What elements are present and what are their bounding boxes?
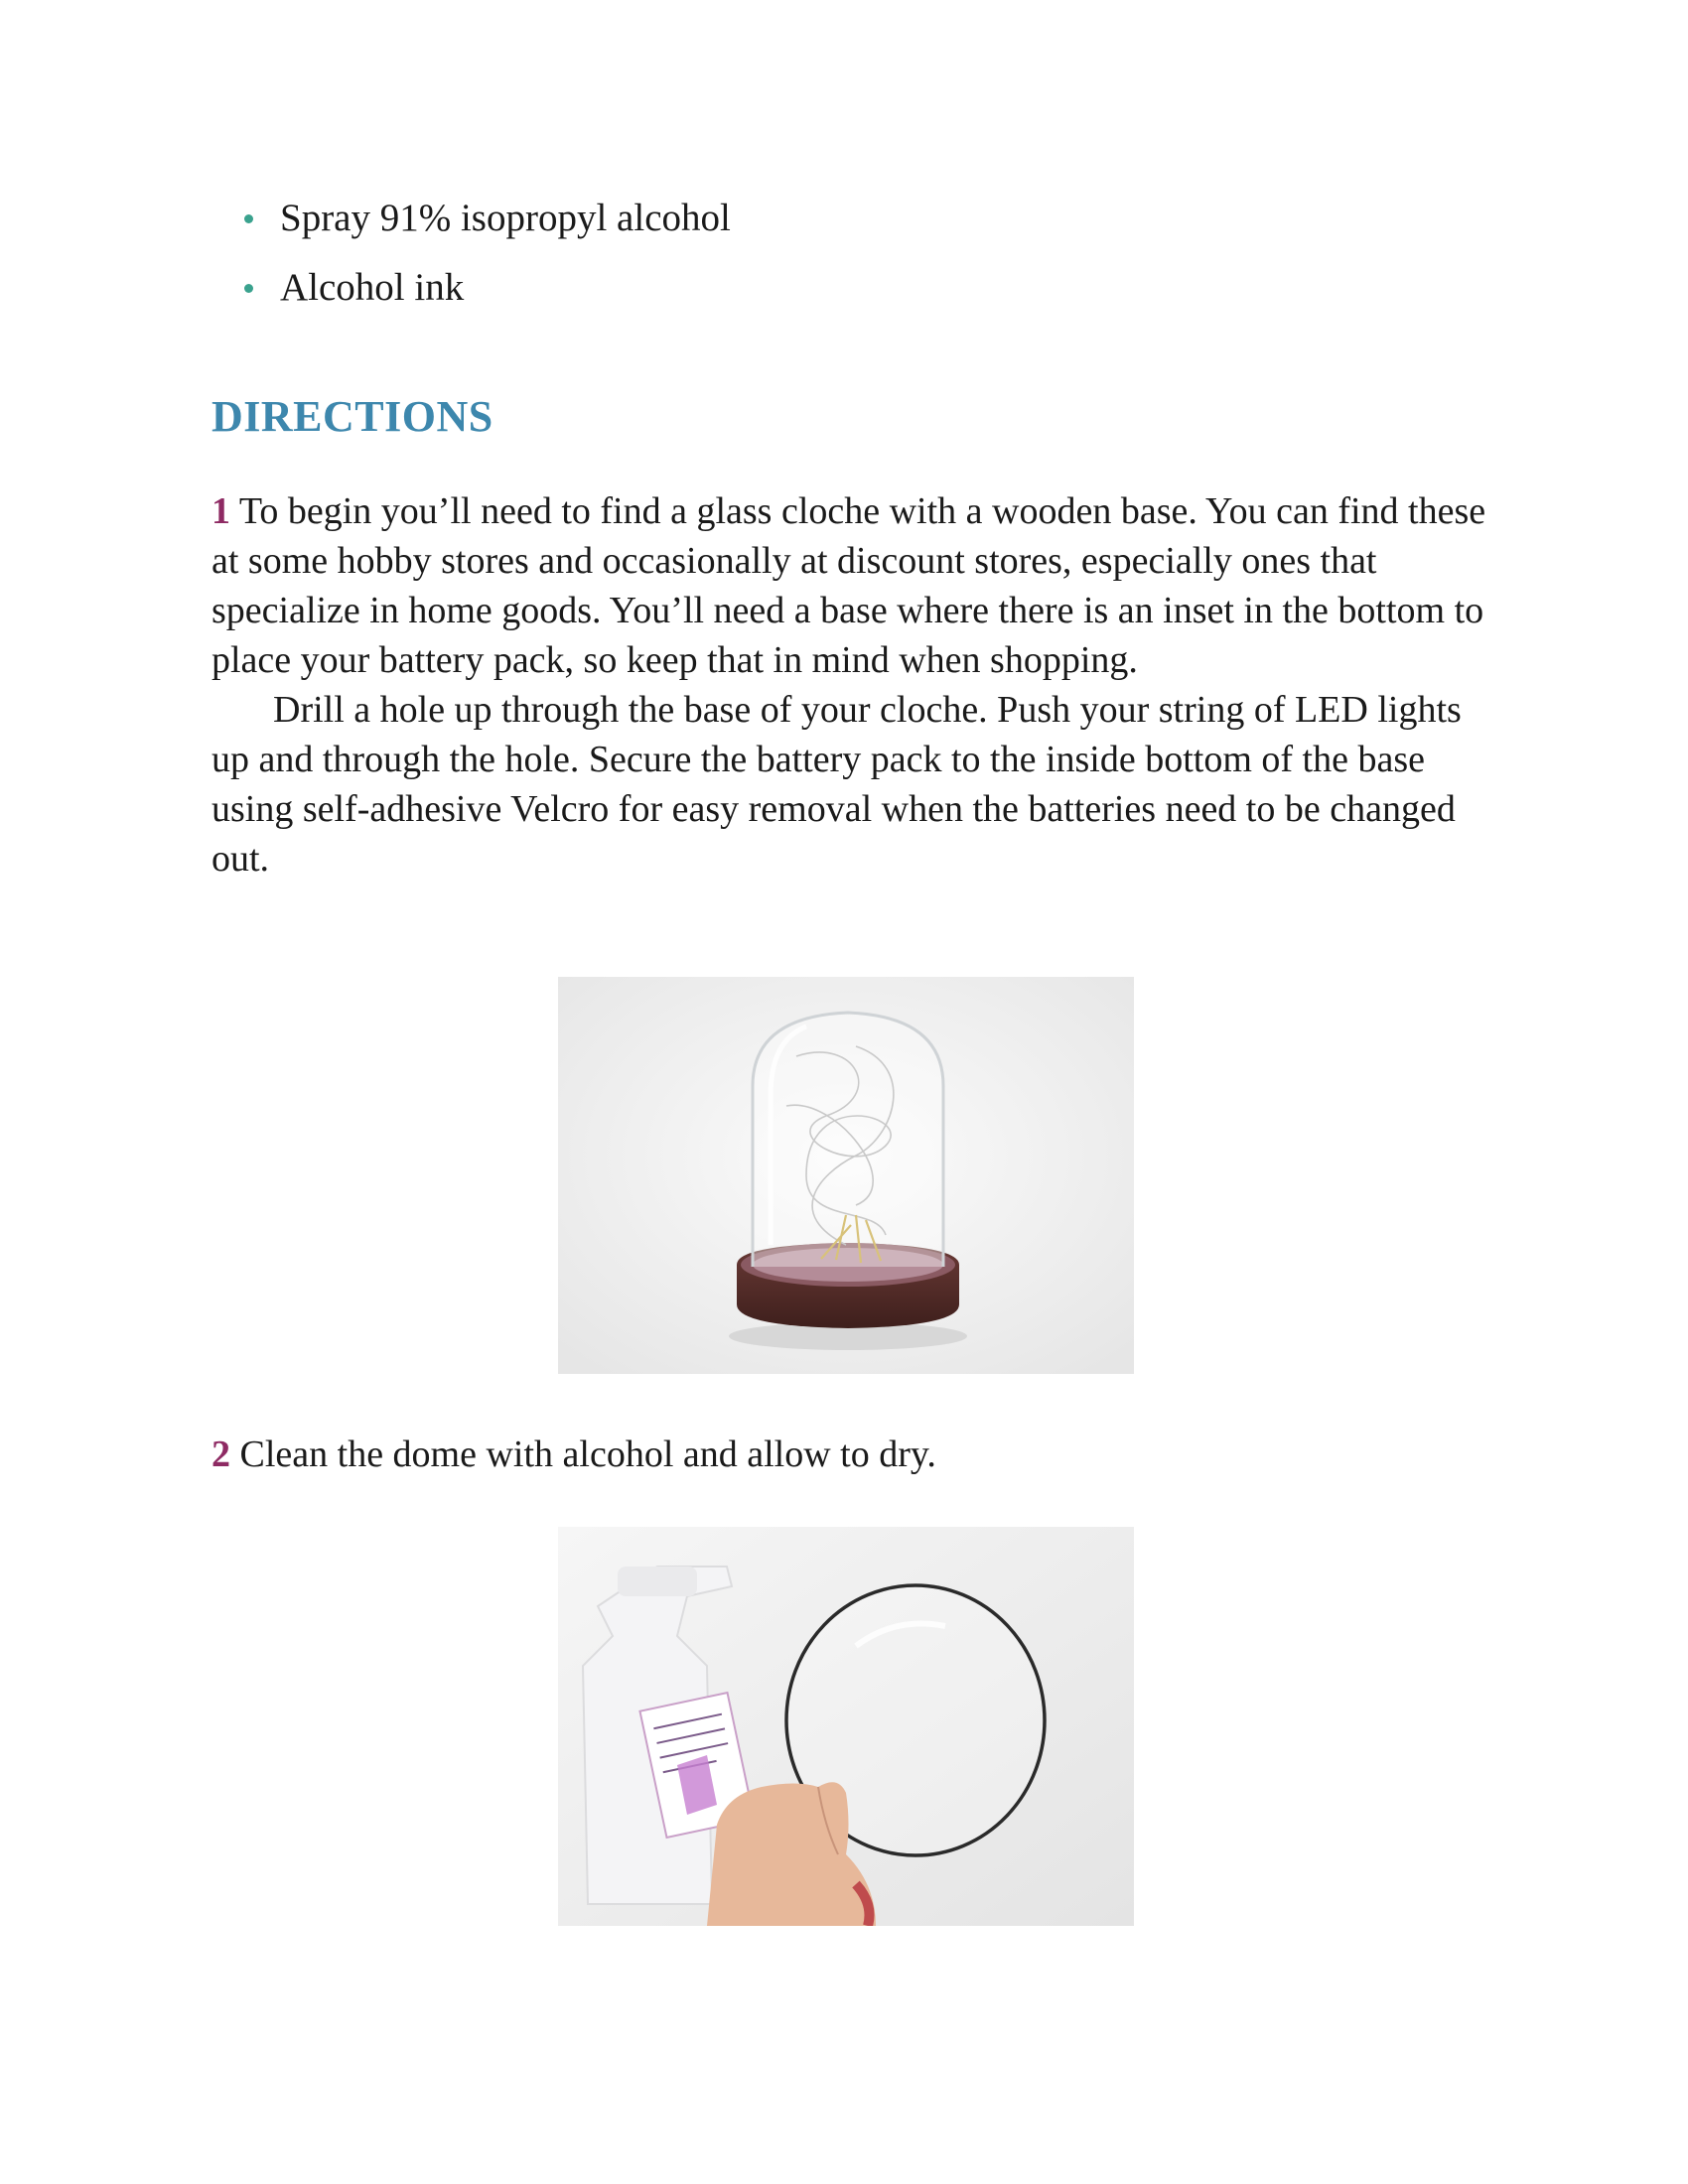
list-item (244, 195, 731, 264)
list-item (244, 264, 731, 334)
step-number: 2 (211, 1433, 230, 1475)
step-text-continued: Drill a hole up through the base of your cloche. Push your string of LED lights up and through the hole. Secure the battery pack to the inside bottom of the base using self-adhesive Velcro for easy removal when the batteries need to be changed out. (211, 689, 1462, 880)
step-2-paragraph (211, 1430, 1492, 1479)
step-number: 1 (211, 490, 230, 532)
spray-bottle-and-dome-image (558, 1527, 1134, 1926)
cloche-photo (558, 977, 1134, 1374)
cloche-with-lights-image (558, 977, 1134, 1374)
bullet-dot-icon (244, 214, 253, 223)
list-item-text: Alcohol ink (280, 266, 465, 309)
materials-list (244, 195, 731, 334)
bullet-dot-icon (244, 284, 253, 293)
step-text: Clean the dome with alcohol and allow to dry. (239, 1433, 936, 1475)
step-1-paragraph (211, 486, 1492, 884)
section-heading: DIRECTIONS (211, 392, 493, 441)
step-text: To begin you’ll need to find a glass cloche with a wooden base. You can find these at some hobby stores and occasionally at discount stores, especially ones that specialize in home goods. You’ll need a base where there is an inset in the bottom to place your battery pack, so keep that in mind when shopping. (211, 490, 1486, 681)
list-item-text: Spray 91% isopropyl alcohol (280, 197, 731, 239)
cleaning-photo (558, 1527, 1134, 1926)
